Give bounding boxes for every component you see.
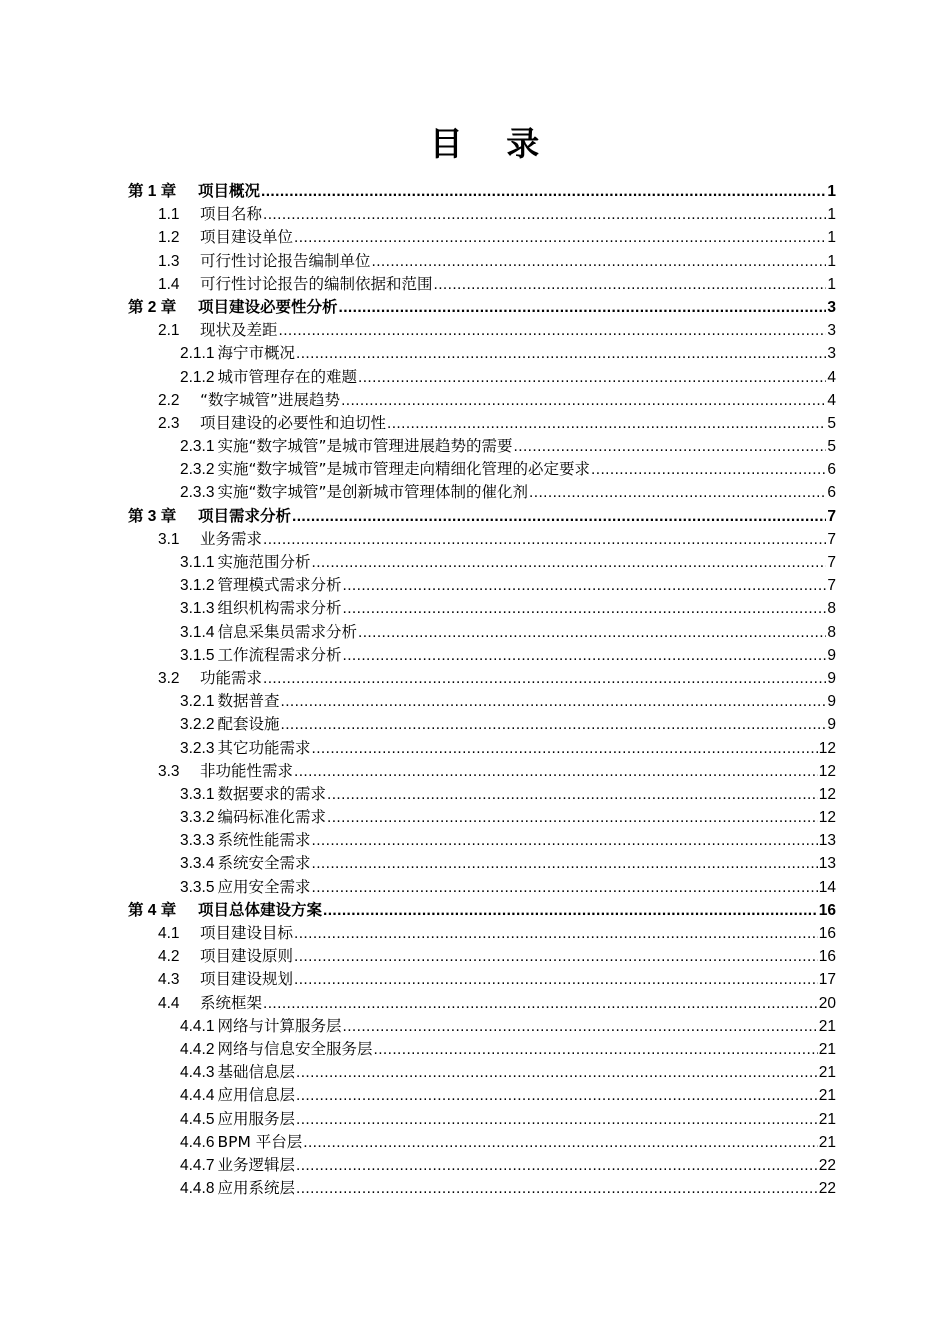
toc-entry[interactable] (128, 1154, 836, 1177)
toc-entry-number: 3.3.4 (180, 855, 215, 873)
toc-entry[interactable] (128, 458, 836, 481)
toc-entry-number: 4.4.2 (180, 1040, 215, 1058)
toc-dot-leader (343, 1015, 818, 1038)
toc-entry-number: 3.2.1 (180, 693, 215, 711)
toc-entry-page-number: 3 (827, 345, 836, 363)
toc-entry-title: 项目名称 (200, 205, 263, 224)
toc-entry[interactable] (128, 760, 836, 783)
toc-dot-leader (263, 203, 826, 226)
toc-entry-page-number: 9 (827, 716, 836, 734)
toc-entry-page-number: 21 (818, 1110, 836, 1128)
toc-entry[interactable] (128, 551, 836, 574)
toc-entry-title: 项目建设必要性分析 (198, 297, 338, 316)
toc-dot-leader (263, 528, 826, 551)
toc-entry-number: 4.4 (158, 994, 180, 1012)
toc-dot-leader (327, 783, 818, 806)
toc-entry-title: 配套设施 (217, 715, 280, 734)
page-title: 目 录 (429, 124, 556, 163)
toc-entry[interactable] (128, 876, 836, 899)
toc-entry[interactable] (128, 922, 836, 945)
toc-entry[interactable] (128, 783, 836, 806)
toc-entry-page-number: 7 (827, 577, 836, 595)
toc-dot-leader (434, 273, 827, 296)
toc-entry-title: 系统框架 (200, 993, 263, 1012)
toc-entry-page-number: 9 (827, 669, 836, 687)
toc-entry-title: 项目建设原则 (200, 947, 294, 966)
toc-entry-page-number: 1 (827, 275, 836, 293)
toc-entry-page-number: 5 (827, 438, 836, 456)
toc-dot-leader (358, 366, 826, 389)
toc-dot-leader (387, 412, 826, 435)
toc-dot-leader (343, 644, 827, 667)
toc-entry-title: 实施“数字城管”是城市管理走向精细化管理的必定要求 (217, 460, 591, 479)
toc-entry-number: 2.1.1 (180, 345, 215, 363)
toc-entry-title: 非功能性需求 (200, 761, 294, 780)
toc-entry-page-number: 12 (818, 739, 836, 757)
toc-entry-page-number: 6 (827, 461, 836, 479)
toc-entry-page-number: 13 (818, 832, 836, 850)
toc-dot-leader (296, 1154, 818, 1177)
toc-entry-title: 系统安全需求 (217, 854, 311, 873)
toc-dot-leader (296, 1084, 818, 1107)
toc-dot-leader (263, 667, 826, 690)
toc-entry-title: 系统性能需求 (217, 831, 311, 850)
toc-entry[interactable] (128, 597, 836, 620)
toc-entry-number: 2.1 (158, 322, 180, 340)
toc-dot-leader (312, 876, 818, 899)
toc-entry[interactable] (128, 296, 836, 319)
toc-entry[interactable] (128, 713, 836, 736)
toc-entry-number: 1.3 (158, 252, 180, 270)
toc-entry-page-number: 16 (818, 901, 836, 919)
toc-entry-page-number: 12 (818, 785, 836, 803)
toc-entry-number: 3.1.4 (180, 623, 215, 641)
toc-dot-leader (296, 1177, 818, 1200)
toc-entry[interactable] (128, 389, 836, 412)
toc-entry-number: 2.1.2 (180, 368, 215, 386)
toc-dot-leader (294, 945, 818, 968)
toc-entry-title: 实施范围分析 (217, 553, 311, 571)
toc-entry[interactable] (128, 226, 836, 249)
toc-entry-number: 3.1.1 (180, 554, 215, 571)
toc-dot-leader (591, 458, 826, 481)
toc-entry[interactable] (128, 1084, 836, 1107)
toc-entry-page-number: 7 (827, 530, 836, 548)
toc-entry-number: 4.4.4 (180, 1087, 215, 1105)
toc-entry-number: 3.2.3 (180, 739, 215, 757)
toc-dot-leader (341, 389, 826, 412)
toc-entry-page-number: 3 (827, 298, 836, 316)
toc-dot-leader (294, 226, 826, 249)
toc-entry-title: 网络与计算服务层 (217, 1016, 342, 1035)
toc-entry-title: 现状及差距 (200, 321, 278, 340)
toc-entry-title: 项目建设的必要性和迫切性 (200, 413, 387, 432)
toc-entry-number: 3.3.3 (180, 832, 215, 850)
toc-entry-title: 应用信息层 (217, 1086, 295, 1105)
toc-entry-number: 4.4.3 (180, 1064, 215, 1082)
toc-dot-leader (372, 250, 827, 273)
toc-entry[interactable] (128, 1177, 836, 1200)
toc-dot-leader (323, 899, 818, 922)
toc-entry[interactable] (128, 829, 836, 852)
toc-dot-leader (514, 435, 827, 458)
toc-entry-title: 项目建设单位 (200, 228, 294, 247)
toc-entry-page-number: 5 (827, 414, 836, 432)
toc-entry[interactable] (128, 203, 836, 226)
toc-entry-page-number: 6 (827, 484, 836, 502)
toc-entry-number: 3.1.3 (180, 600, 215, 618)
toc-entry-page-number: 3 (827, 322, 836, 340)
toc-entry-page-number: 9 (827, 646, 836, 664)
toc-dot-leader (327, 806, 818, 829)
toc-entry[interactable] (128, 319, 836, 342)
toc-entry[interactable] (128, 852, 836, 875)
toc-dot-leader (294, 968, 818, 991)
toc-entry[interactable] (128, 1038, 836, 1061)
toc-entry-number: 2.3 (158, 414, 180, 432)
toc-entry-title: 项目建设规划 (200, 970, 294, 989)
toc-entry-page-number: 17 (818, 971, 836, 989)
toc-entry-title: 组织机构需求分析 (217, 599, 342, 618)
toc-entry-title: 网络与信息安全服务层 (217, 1039, 373, 1058)
toc-entry[interactable] (128, 180, 836, 203)
toc-entry-page-number: 21 (818, 1133, 836, 1151)
toc-entry-number: 4.4.1 (180, 1017, 215, 1035)
toc-entry-title: 城市管理存在的难题 (217, 367, 357, 386)
toc-entry-number: 2.3.2 (180, 461, 215, 479)
toc-entry[interactable] (128, 366, 836, 389)
toc-entry-page-number: 13 (818, 855, 836, 873)
toc-entry-title: BPM 平台层 (217, 1132, 303, 1151)
toc-entry-page-number: 21 (818, 1064, 836, 1082)
toc-entry-title: 基础信息层 (217, 1063, 295, 1082)
toc-dot-leader (296, 1061, 818, 1084)
toc-entry-number: 3.2 (158, 669, 180, 687)
toc-entry-number: 4.2 (158, 948, 180, 966)
toc-entry-page-number: 1 (827, 183, 836, 200)
toc-entry-page-number: 8 (827, 600, 836, 618)
toc-entry[interactable] (128, 1108, 836, 1131)
toc-entry-title: 海宁市概况 (217, 344, 295, 363)
toc-entry-title: 业务逻辑层 (217, 1155, 295, 1174)
toc-entry-page-number: 7 (827, 507, 836, 525)
toc-dot-leader (263, 992, 818, 1015)
toc-entry[interactable] (128, 690, 836, 713)
toc-entry-number: 3.3 (158, 762, 180, 780)
toc-entry[interactable] (128, 737, 836, 760)
toc-entry-page-number: 12 (818, 762, 836, 780)
toc-entry[interactable] (128, 412, 836, 435)
toc-entry[interactable] (128, 899, 836, 922)
toc-entry-title: 项目建设目标 (200, 924, 294, 942)
toc-entry-page-number: 21 (818, 1017, 836, 1035)
toc-dot-leader (529, 481, 826, 504)
toc-dot-leader (343, 597, 827, 620)
toc-dot-leader (294, 922, 818, 945)
toc-entry[interactable] (128, 574, 836, 597)
toc-entry-title: 业务需求 (200, 529, 263, 548)
toc-entry-page-number: 4 (827, 391, 836, 409)
toc-entry[interactable] (128, 481, 836, 504)
toc-dot-leader (312, 737, 818, 760)
toc-entry[interactable] (128, 945, 836, 968)
toc-entry-page-number: 22 (818, 1180, 836, 1198)
toc-entry-title: 数据普查 (217, 692, 280, 711)
toc-entry-page-number: 16 (818, 948, 836, 966)
toc-entry-page-number: 4 (827, 368, 836, 386)
toc-entry-number: 1.1 (158, 206, 180, 224)
toc-entry-page-number: 22 (818, 1156, 836, 1174)
toc-entry-number: 3.1.5 (180, 646, 215, 664)
toc-entry-number: 1.4 (158, 275, 180, 293)
toc-dot-leader (303, 1131, 817, 1154)
toc-entry-number: 2.2 (158, 391, 180, 409)
toc-entry-page-number: 1 (827, 252, 836, 270)
toc-dot-leader (339, 296, 827, 319)
toc-entry-title: 应用安全需求 (217, 877, 311, 896)
toc-entry[interactable] (128, 1131, 836, 1154)
toc-dot-leader (374, 1038, 818, 1061)
toc-entry-page-number: 16 (818, 925, 836, 942)
toc-entry[interactable] (128, 505, 836, 528)
toc-entry-title: 功能需求 (200, 668, 263, 687)
toc-dot-leader (312, 852, 818, 875)
toc-entry-number: 4.4.6 (180, 1133, 215, 1151)
toc-entry-number: 第 2 章 (128, 298, 177, 316)
toc-dot-leader (261, 180, 826, 203)
toc-entry-title: 实施“数字城管”是创新城市管理体制的催化剂 (217, 483, 529, 502)
toc-entry-number: 4.4.7 (180, 1156, 215, 1174)
toc-list (128, 180, 836, 1200)
toc-dot-leader (294, 760, 818, 783)
toc-entry-title: 项目总体建设方案 (198, 900, 323, 919)
toc-entry-page-number: 8 (827, 623, 836, 641)
toc-dot-leader (296, 342, 826, 365)
toc-entry[interactable] (128, 806, 836, 829)
toc-entry-page-number: 12 (818, 809, 836, 827)
toc-dot-leader (312, 551, 827, 574)
toc-entry-page-number: 21 (818, 1087, 836, 1105)
toc-entry-number: 3.3.1 (180, 785, 215, 803)
toc-entry[interactable] (128, 621, 836, 644)
toc-entry[interactable] (128, 273, 836, 296)
toc-entry[interactable] (128, 968, 836, 991)
toc-entry-title: 数据要求的需求 (217, 784, 326, 803)
toc-entry-page-number: 14 (818, 878, 836, 896)
toc-entry-title: 工作流程需求分析 (217, 645, 342, 664)
toc-entry-page-number: 20 (818, 994, 836, 1012)
toc-dot-leader (292, 505, 826, 528)
toc-entry-title: 管理模式需求分析 (217, 576, 342, 595)
toc-entry-page-number: 1 (827, 206, 836, 224)
toc-entry-title: “数字城管”进展趋势 (200, 390, 341, 409)
toc-entry-title: 实施“数字城管”是城市管理进展趋势的需要 (217, 437, 513, 456)
toc-entry[interactable] (128, 667, 836, 690)
toc-entry[interactable] (128, 644, 836, 667)
toc-entry[interactable] (128, 528, 836, 551)
toc-entry[interactable] (128, 1061, 836, 1084)
toc-entry[interactable] (128, 250, 836, 273)
toc-entry[interactable] (128, 342, 836, 365)
toc-entry-number: 4.3 (158, 971, 180, 989)
toc-dot-leader (296, 1108, 818, 1131)
toc-entry-number: 2.3.3 (180, 484, 215, 502)
toc-entry-title: 信息采集员需求分析 (217, 622, 357, 641)
toc-entry-number: 3.1.2 (180, 577, 215, 595)
toc-dot-leader (281, 713, 827, 736)
toc-entry-number: 3.3.2 (180, 809, 215, 827)
toc-entry-page-number: 7 (827, 554, 836, 571)
toc-entry-title: 应用服务层 (217, 1109, 295, 1128)
toc-entry-number: 3.3.5 (180, 878, 215, 896)
toc-entry-title: 其它功能需求 (217, 738, 311, 757)
toc-dot-leader (343, 574, 827, 597)
toc-entry-number: 1.2 (158, 229, 180, 247)
toc-entry-page-number: 21 (818, 1040, 836, 1058)
toc-entry[interactable] (128, 1015, 836, 1038)
toc-dot-leader (358, 621, 826, 644)
toc-entry-title: 项目需求分析 (198, 506, 292, 525)
toc-entry-page-number: 9 (827, 693, 836, 711)
toc-dot-leader (279, 319, 827, 342)
toc-entry-title: 可行性讨论报告的编制依据和范围 (200, 274, 433, 293)
toc-dot-leader (312, 829, 818, 852)
toc-entry-number: 第 4 章 (128, 901, 177, 919)
toc-entry[interactable] (128, 992, 836, 1015)
toc-entry-title: 应用系统层 (217, 1179, 295, 1198)
toc-entry-number: 4.1 (158, 925, 180, 942)
toc-entry-number: 4.4.5 (180, 1110, 215, 1128)
toc-entry[interactable] (128, 435, 836, 458)
toc-entry-number: 2.3.1 (180, 438, 215, 456)
toc-entry-number: 3.1 (158, 530, 180, 548)
toc-entry-number: 3.2.2 (180, 716, 215, 734)
toc-entry-title: 编码标准化需求 (217, 808, 326, 827)
toc-entry-title: 可行性讨论报告编制单位 (200, 251, 371, 270)
toc-entry-page-number: 1 (827, 229, 836, 247)
toc-entry-number: 第 3 章 (128, 507, 177, 525)
toc-entry-number: 第 1 章 (128, 183, 177, 200)
toc-entry-title: 项目概况 (198, 182, 261, 200)
toc-dot-leader (281, 690, 827, 713)
toc-entry-number: 4.4.8 (180, 1180, 215, 1198)
